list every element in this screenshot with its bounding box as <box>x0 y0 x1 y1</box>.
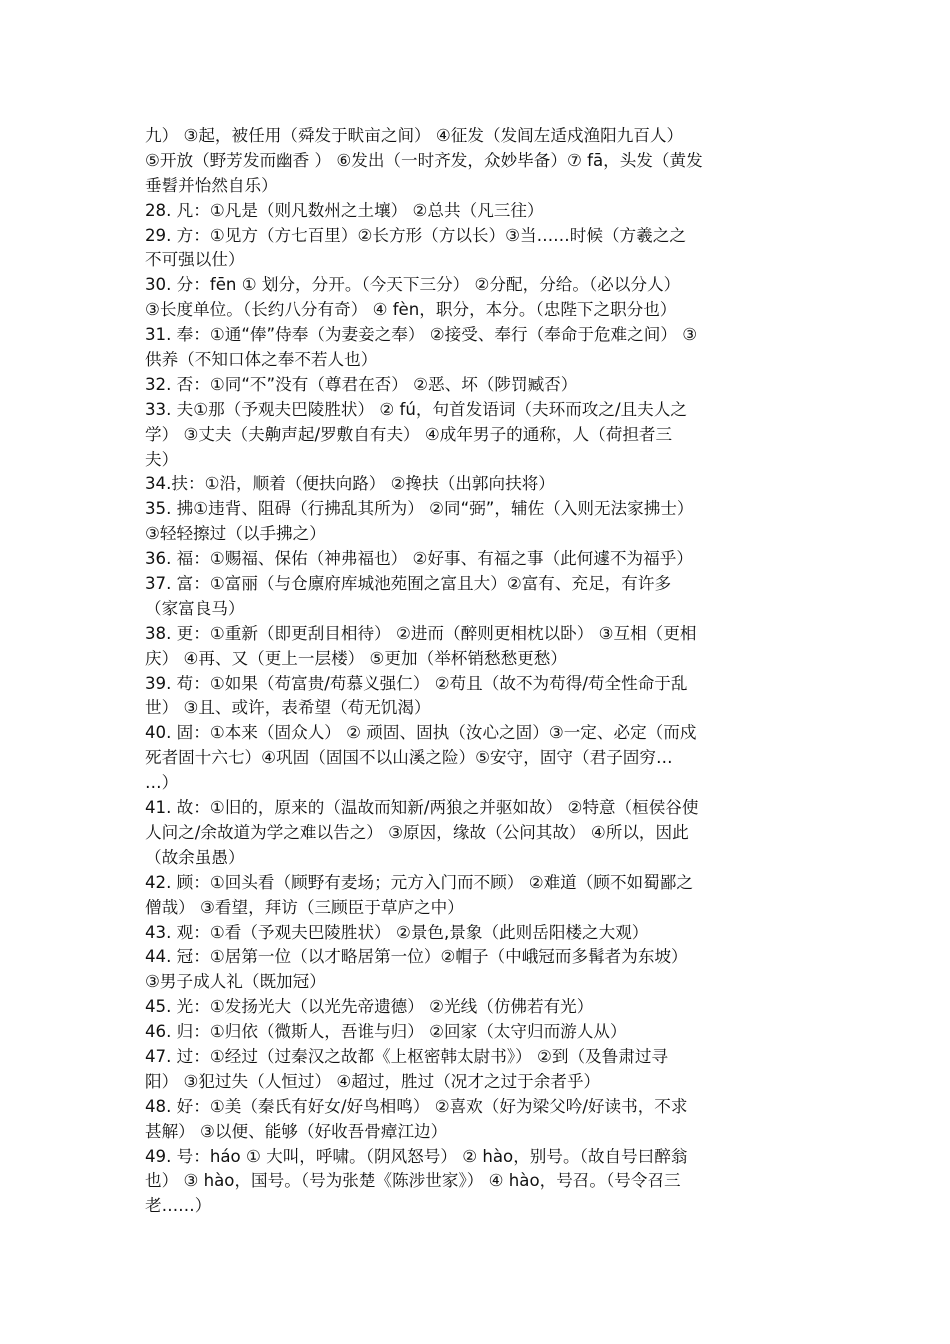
entry-43: 43. 观：①看（予观夫巴陵胜状） ②景色,景象（此则岳阳楼之大观） <box>145 922 649 942</box>
text-line: 人问之/余故道为学之难以告之） ③原因，缘故（公问其故） ④所以，因此 <box>145 822 689 842</box>
entry-38: 38. 更：①重新（即更刮目相待） ②进而（醉则更相枕以卧） ③互相（更相 <box>145 623 697 643</box>
entry-46: 46. 归：①归依（微斯人，吾谁与归） ②回家（太守归而游人从） <box>145 1022 627 1042</box>
text-line: 夫） <box>145 449 179 469</box>
text-line: （故余虽愚） <box>145 847 245 867</box>
text-line: 死者固十六七）④巩固（固国不以山溪之险）⑤安守，固守（君子固穷… <box>145 748 673 768</box>
entry-48: 48. 好：①美（秦氏有好女/好鸟相鸣） ②喜欢（好为梁父吟/好读书，不求 <box>145 1096 688 1116</box>
text-line: （家富良马） <box>145 598 245 618</box>
text-line: 学） ③丈夫（夫齁声起/罗敷自有夫） ④成年男子的通称，人（荷担者三 <box>145 424 673 444</box>
document-body <box>145 124 810 1219</box>
text-line: 甚解） ③以便、能够（好收吾骨瘴江边） <box>145 1121 448 1141</box>
text-line: 不可强以仕） <box>145 250 245 270</box>
entry-49: 49. 号：háo ① 大叫，呼啸。（阴风怒号） ② hào，别号。（故自号曰醉翁 <box>145 1146 688 1166</box>
entry-40: 40. 固：①本来（固众人） ② 顽固、固执（汝心之固）③一定、必定（而戍 <box>145 723 697 743</box>
entry-32: 32. 否：①同“不”没有（尊君在否） ②恶、坏（陟罚臧否） <box>145 374 578 394</box>
entry-42: 42. 顾：①回头看（顾野有麦场；元方入门而不顾） ②难道（顾不如蜀鄙之 <box>145 872 693 892</box>
text-line: ③轻轻擦过（以手拂之） <box>145 524 326 544</box>
entry-36: 36. 福：①赐福、保佑（神弗福也） ②好事、有福之事（此何遽不为福乎） <box>145 549 693 569</box>
entry-47: 47. 过：①经过（过秦汉之故都《上枢密韩太尉书》） ②到（及鲁肃过寻 <box>145 1046 669 1066</box>
entry-44: 44. 冠：①居第一位（以才略居第一位）②帽子（中峨冠而多髯者为东坡） <box>145 947 688 967</box>
text-line: ③长度单位。（长约八分有奇） ④ fèn，职分，本分。（忠陛下之职分也） <box>145 300 677 320</box>
text-line: 庆） ④再、又（更上一层楼） ⑤更加（举杯销愁愁更愁） <box>145 648 567 668</box>
entry-37: 37. 富：①富丽（与仓廪府库城池苑囿之富且大）②富有、充足，有许多 <box>145 574 672 594</box>
entry-35: 35. 拂①违背、阻碍（行拂乱其所为） ②同“弼”，辅佐（入则无法家拂士） <box>145 499 694 519</box>
text-line: …） <box>145 773 179 793</box>
entry-29: 29. 方：①见方（方七百里）②长方形（方以长）③当……时候（方羲之之 <box>145 225 686 245</box>
entry-39: 39. 苟：①如果（苟富贵/苟慕义强仁） ②苟且（故不为苟得/苟全性命于乱 <box>145 673 688 693</box>
entry-41: 41. 故：①旧的，原来的（温故而知新/两狼之并驱如故） ②特意（桓侯谷使 <box>145 798 699 818</box>
entry-28: 28. 凡：①凡是（则凡数州之土壤） ②总共（凡三往） <box>145 200 544 220</box>
entry-45: 45. 光：①发扬光大（以光先帝遗德） ②光线（仿佛若有光） <box>145 997 594 1017</box>
text-line: 世） ③且、或许，表希望（苟无饥渴） <box>145 698 431 718</box>
text-line: 僧哉） ③看望，拜访（三顾臣于草庐之中） <box>145 897 464 917</box>
text-line: 九） ③起，被任用（舜发于畎亩之间） ④征发（发闾左适戍渔阳九百人） <box>145 126 684 145</box>
entry-31: 31. 奉：①通“俸”侍奉（为妻妾之奉） ②接受、奉行（奉命于危难之间） ③ <box>145 325 698 345</box>
entry-34: 34.扶：①沿，顺着（便扶向路） ②搀扶（出郭向扶将） <box>145 474 555 494</box>
text-line: 老……） <box>145 1196 212 1216</box>
entry-30: 30. 分：fēn ① 划分，分开。（今天下三分） ②分配，分给。（必以分人） <box>145 275 681 295</box>
text-line: ⑤开放（野芳发而幽香 ） ⑥发出（一时齐发，众妙毕备）⑦ fā，头发（黄发 <box>145 150 703 170</box>
text-line: ③男子成人礼（既加冠） <box>145 972 326 992</box>
entry-33: 33. 夫①那（予观夫巴陵胜状） ② fú，句首发语词（夫环而攻之/且夫人之 <box>145 399 687 419</box>
text-line: 垂髫并怡然自乐） <box>145 175 278 195</box>
text-line: 也） ③ hào，国号。（号为张楚《陈涉世家》） ④ hào，号召。（号令召三 <box>145 1171 681 1191</box>
text-line: 供养（不知口体之奉不若人也） <box>145 350 378 370</box>
text-line: 阳） ③犯过失（人恒过） ④超过，胜过（况才之过于余者乎） <box>145 1071 601 1091</box>
